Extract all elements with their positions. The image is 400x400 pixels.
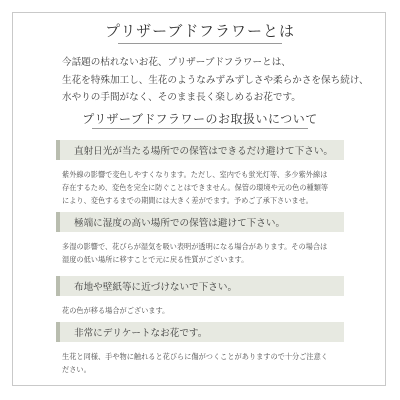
section-body	[62, 240, 348, 266]
section-heading: 直射日光が当たる場所での保管はできるだけ避けて下さい。	[74, 146, 334, 157]
body-line: ださい。	[62, 365, 91, 374]
body-line: により、変色するまでの期間には大きく差がでます。予めご了承下さいませ。	[62, 196, 313, 205]
section-heading: 極端に湿度の高い場所での保管は避けて下さい。	[74, 218, 286, 229]
section-heading: 非常にデリケートなお花です。	[74, 328, 208, 339]
subtitle-underline	[92, 128, 308, 129]
section-heading-bar	[56, 140, 344, 160]
body-line: 湿度の低い場所に移すことで元に戻る性質がございます。	[62, 255, 249, 264]
section-subtitle: プリザーブドフラワーのお取扱いについて	[82, 112, 318, 126]
section-body	[62, 304, 348, 317]
section-heading-bar	[56, 322, 344, 342]
section-body	[62, 168, 348, 207]
intro-line: 今話題の枯れないお花、プリザーブドフラワーとは、	[62, 57, 291, 68]
title-underline	[118, 43, 282, 44]
body-line: 存在するため、変色を完全に防ぐことはできません。保管の環境や元の色の種類等	[62, 183, 329, 192]
page-title: プリザーブドフラワーとは	[105, 22, 295, 40]
intro-line: 生花を特殊加工し、生花のようなみずみずしさや柔らかさを保ち続け、	[62, 74, 369, 86]
body-line: 花の色が移る場合がございます。	[62, 306, 170, 315]
intro-line: 水やりの手間がなく、そのまま長く楽しめるお花です。	[62, 92, 301, 103]
section-heading: 布地や壁紙等に近づけないで下さい。	[74, 282, 238, 293]
section-body	[62, 350, 348, 376]
body-line: 多湿の影響で、花びらが湿気を吸い表明が透明になる場合があります。その場合は	[62, 242, 328, 251]
intro-paragraph	[62, 54, 369, 107]
body-line: 生花と同様、手や物に触れると花びらに傷がつくことがありますので十分ご注意く	[62, 352, 328, 361]
section-heading-bar	[56, 212, 344, 232]
section-heading-bar	[56, 276, 344, 296]
body-line: 紫外線の影響で変色しやすくなります。ただし、室内でも蛍光灯等、多少紫外線は	[62, 170, 328, 179]
